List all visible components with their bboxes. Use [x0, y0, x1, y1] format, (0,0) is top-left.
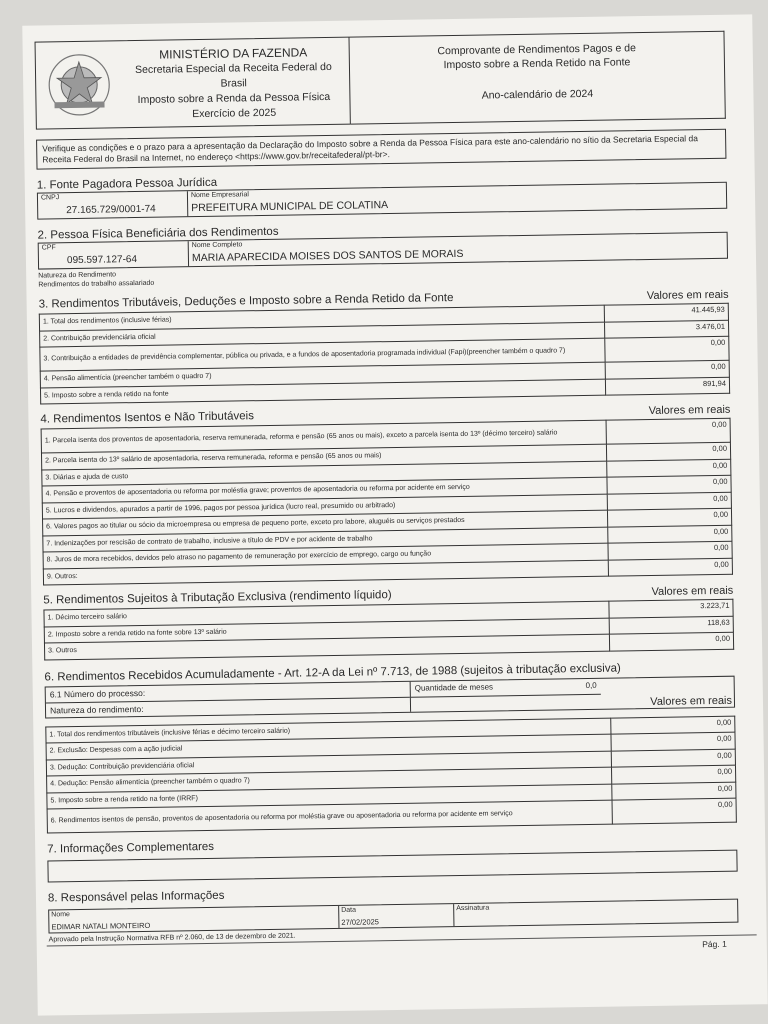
cnpj-value: 27.165.729/0001-74 [66, 203, 156, 217]
row-label: 4. Pensão e proventos de aposentadoria ou reforma por moléstia grave; proventos de aposentadoria ou reforma por acidente em serviço [42, 477, 607, 502]
row-value: 3.223,71 [609, 599, 733, 617]
responsavel-data-cell [339, 904, 454, 928]
row-value: 0,00 [607, 475, 731, 493]
row-value: 41.445,93 [604, 303, 728, 321]
nome-completo-value: MARIA APARECIDA MOISES DOS SANTOS DE MORAIS [191, 247, 464, 265]
section-5-title: 5. Rendimentos Sujeitos à Tributação Exclusiva (rendimento líquido) [43, 589, 392, 607]
row-value: 0,00 [608, 541, 732, 559]
row-value: 3.476,01 [604, 320, 728, 338]
valores-label-6: Valores em reais [650, 694, 733, 708]
row-label: 1. Parcela isenta dos proventos de aposentadoria, reserva remunerada, reforma e pensão (65 anos ou mais), exceto a parcela isenta do 13º (décimo terceiro) salário [41, 420, 606, 453]
ano-calendario: Ano-calendário de 2024 [481, 87, 594, 102]
row-label: 2. Imposto sobre a renda retido na fonte sobre 13º salário [44, 618, 609, 643]
nome-completo-label: Nome Completo [191, 241, 243, 250]
row-value: 0,00 [611, 749, 735, 767]
row-value: 0,00 [606, 418, 730, 444]
responsavel-data-value: 27/02/2025 [341, 917, 380, 927]
row-value: 0,00 [608, 525, 732, 543]
row-value: 891,94 [605, 377, 729, 395]
row-label: 4. Pensão alimentícia (preencher também o quadro 7) [40, 362, 605, 387]
row-label: 4. Dedução: Pensão alimentícia (preencher também o quadro 7) [47, 767, 612, 792]
section-4-title: 4. Rendimentos Isentos e Não Tributáveis [40, 410, 255, 426]
valores-label-5: Valores em reais [651, 584, 734, 598]
row-label: 3. Dedução: Contribuição previdenciária oficial [46, 751, 611, 776]
nome-empresarial-label: Nome Empresarial [190, 191, 249, 200]
row-label: 2. Contribuição previdenciária oficial [40, 322, 605, 347]
meses-value: 0,0 [585, 680, 597, 690]
meses-cell [411, 678, 601, 697]
row-label: 6. Valores pagos ao titular ou sócio da microempresa ou empresa de pequeno porte, exceto pro labore, aluguéis ou serviços prestados [43, 510, 608, 535]
row-value: 0,00 [607, 492, 731, 510]
natureza-value: Rendimentos do trabalho assalariado [38, 279, 155, 289]
row-label: 1. Décimo terceiro salário [44, 601, 609, 626]
row-label: 6. Rendimentos isentos de pensão, proventos de aposentadoria ou reforma por moléstia grave ou aposentadoria ou reforma por acidente em serviço [47, 800, 612, 833]
row-label: 7. Indenizações por rescisão de contrato de trabalho, inclusive a título de PDV e por acidente de trabalho [43, 527, 608, 552]
section-8-title: 8. Responsável pelas Informações [47, 889, 225, 905]
header [35, 31, 726, 130]
row-label: 5. Imposto sobre a renda retido na fonte (IRRF) [47, 784, 612, 809]
footnote: Aprovado pela Instrução Normativa RFB nº 2.060, de 13 de dezembro de 2021. [48, 932, 296, 944]
responsavel-nome-label: Nome [51, 911, 70, 919]
secretaria-name: Secretaria Especial da Receita Federal do Brasil [135, 60, 332, 90]
row-label: 1. Total dos rendimentos tributáveis (inclusive férias e décimo terceiro salário) [46, 718, 611, 743]
responsavel-nome-value: EDIMAR NATALI MONTEIRO [51, 920, 151, 932]
comprovante-title-1: Comprovante de Rendimentos Pagos e de [437, 42, 637, 58]
cnpj-label: CNPJ [40, 194, 60, 202]
row-value: 0,00 [611, 765, 735, 783]
section-1-title: 1. Fonte Pagadora Pessoa Jurídica [36, 176, 218, 192]
row-label: 2. Parcela isenta do 13º salário de aposentadoria, reserva remunerada, reforma e pensão (65 anos ou mais) [41, 444, 606, 469]
row-label: 1. Total dos rendimentos (inclusive férias) [39, 305, 604, 330]
notice-text: Verifique as condições e o prazo para a apresentação da Declaração do Imposto sobre a Renda da Pessoa Física para este ano-calendário no sítio da Secretaria Especial da Receita Federal do Brasil na Internet, no endereço <https://www.gov.br/receitafederal/pt-br>. [36, 129, 726, 170]
section-7-title: 7. Informações Complementares [47, 840, 215, 856]
row-label: 9. Outros: [43, 560, 608, 585]
cpf-label: CPF [41, 244, 56, 252]
row-value: 0,00 [607, 459, 731, 477]
row-label: 5. Lucros e dividendos, apurados a partir de 1996, pagos por pessoa jurídica (lucro real, presumido ou arbitrado) [42, 494, 607, 519]
comprovante-block [349, 31, 725, 125]
row-value: 0,00 [612, 782, 736, 800]
valores-label-6-wrap [601, 676, 734, 708]
section-4-table [41, 418, 733, 586]
meses-label: Quantidade de meses [414, 681, 494, 693]
exercicio: Exercício de 2025 [192, 106, 277, 121]
row-value: 0,00 [606, 442, 730, 460]
responsavel-nome-cell [49, 906, 339, 933]
processo-cell [46, 681, 411, 717]
valores-label-3: Valores em reais [646, 288, 729, 303]
row-label: 3. Diárias e ajuda de custo [42, 461, 607, 486]
imposto-name: Imposto sobre a Renda da Pessoa Física [137, 90, 331, 106]
section-2-title: 2. Pessoa Física Beneficiária dos Rendimentos [37, 225, 279, 242]
page-number: Pág. 1 [702, 938, 727, 950]
row-value: 0,00 [609, 632, 733, 650]
row-value: 118,63 [609, 616, 733, 634]
ministry-name: MINISTÉRIO DA FAZENDA [159, 45, 308, 62]
section-3-title: 3. Rendimentos Tributáveis, Deduções e Imposto sobre a Renda Retido da Fonte [38, 292, 454, 311]
row-value: 0,00 [612, 798, 736, 824]
row-value: 0,00 [611, 716, 735, 734]
row-label: 8. Juros de mora recebidos, devidos pelo atraso no pagamento de remuneração por exercício de emprego, cargo ou função [43, 543, 608, 568]
valores-label-4: Valores em reais [648, 403, 731, 418]
row-label: 3. Outros [44, 634, 609, 659]
responsavel-data-label: Data [341, 906, 357, 914]
row-label: 2. Exclusão: Despesas com a ação judicial [46, 734, 611, 759]
natureza-rendimento-label: Natureza do rendimento: [49, 703, 144, 715]
cpf-cell [39, 241, 189, 268]
meses-cell-wrap [411, 678, 601, 711]
natureza-label: Natureza do Rendimento [38, 271, 117, 280]
row-label: 3. Contribuição a entidades de previdência complementar, pública ou privada, e a fundos de aposentadoria programada individual (Fapi)(preencher também o quadro 7) [40, 338, 605, 371]
row-value: 0,00 [605, 336, 729, 362]
row-label: 5. Imposto sobre a renda retido na fonte [40, 379, 605, 404]
row-value: 0,00 [611, 732, 735, 750]
row-value: 0,00 [607, 508, 731, 526]
cpf-value: 095.597.127-64 [66, 254, 138, 267]
section-5-table [43, 599, 734, 660]
ministry-block [35, 37, 351, 130]
processo-label: 6.1 Número do processo: [46, 681, 410, 703]
row-value: 0,00 [605, 360, 729, 378]
document-page [22, 14, 767, 1015]
nome-empresarial-value: PREFEITURA MUNICIPAL DE COLATINA [191, 199, 389, 215]
section-6-table [45, 715, 737, 833]
coat-of-arms-icon [46, 51, 113, 118]
assinatura-cell [454, 900, 737, 926]
cnpj-cell [38, 191, 188, 218]
assinatura-label: Assinatura [456, 904, 490, 913]
section-6-title: 6. Rendimentos Recebidos Acumuladamente - Art. 12-A da Lei nº 7.713, de 1988 (sujeitos à tributação exclusiva) [44, 661, 621, 684]
row-value: 0,00 [608, 558, 732, 576]
comprovante-title-2: Imposto sobre a Renda Retido na Fonte [443, 56, 631, 72]
section-3-table [39, 303, 730, 405]
